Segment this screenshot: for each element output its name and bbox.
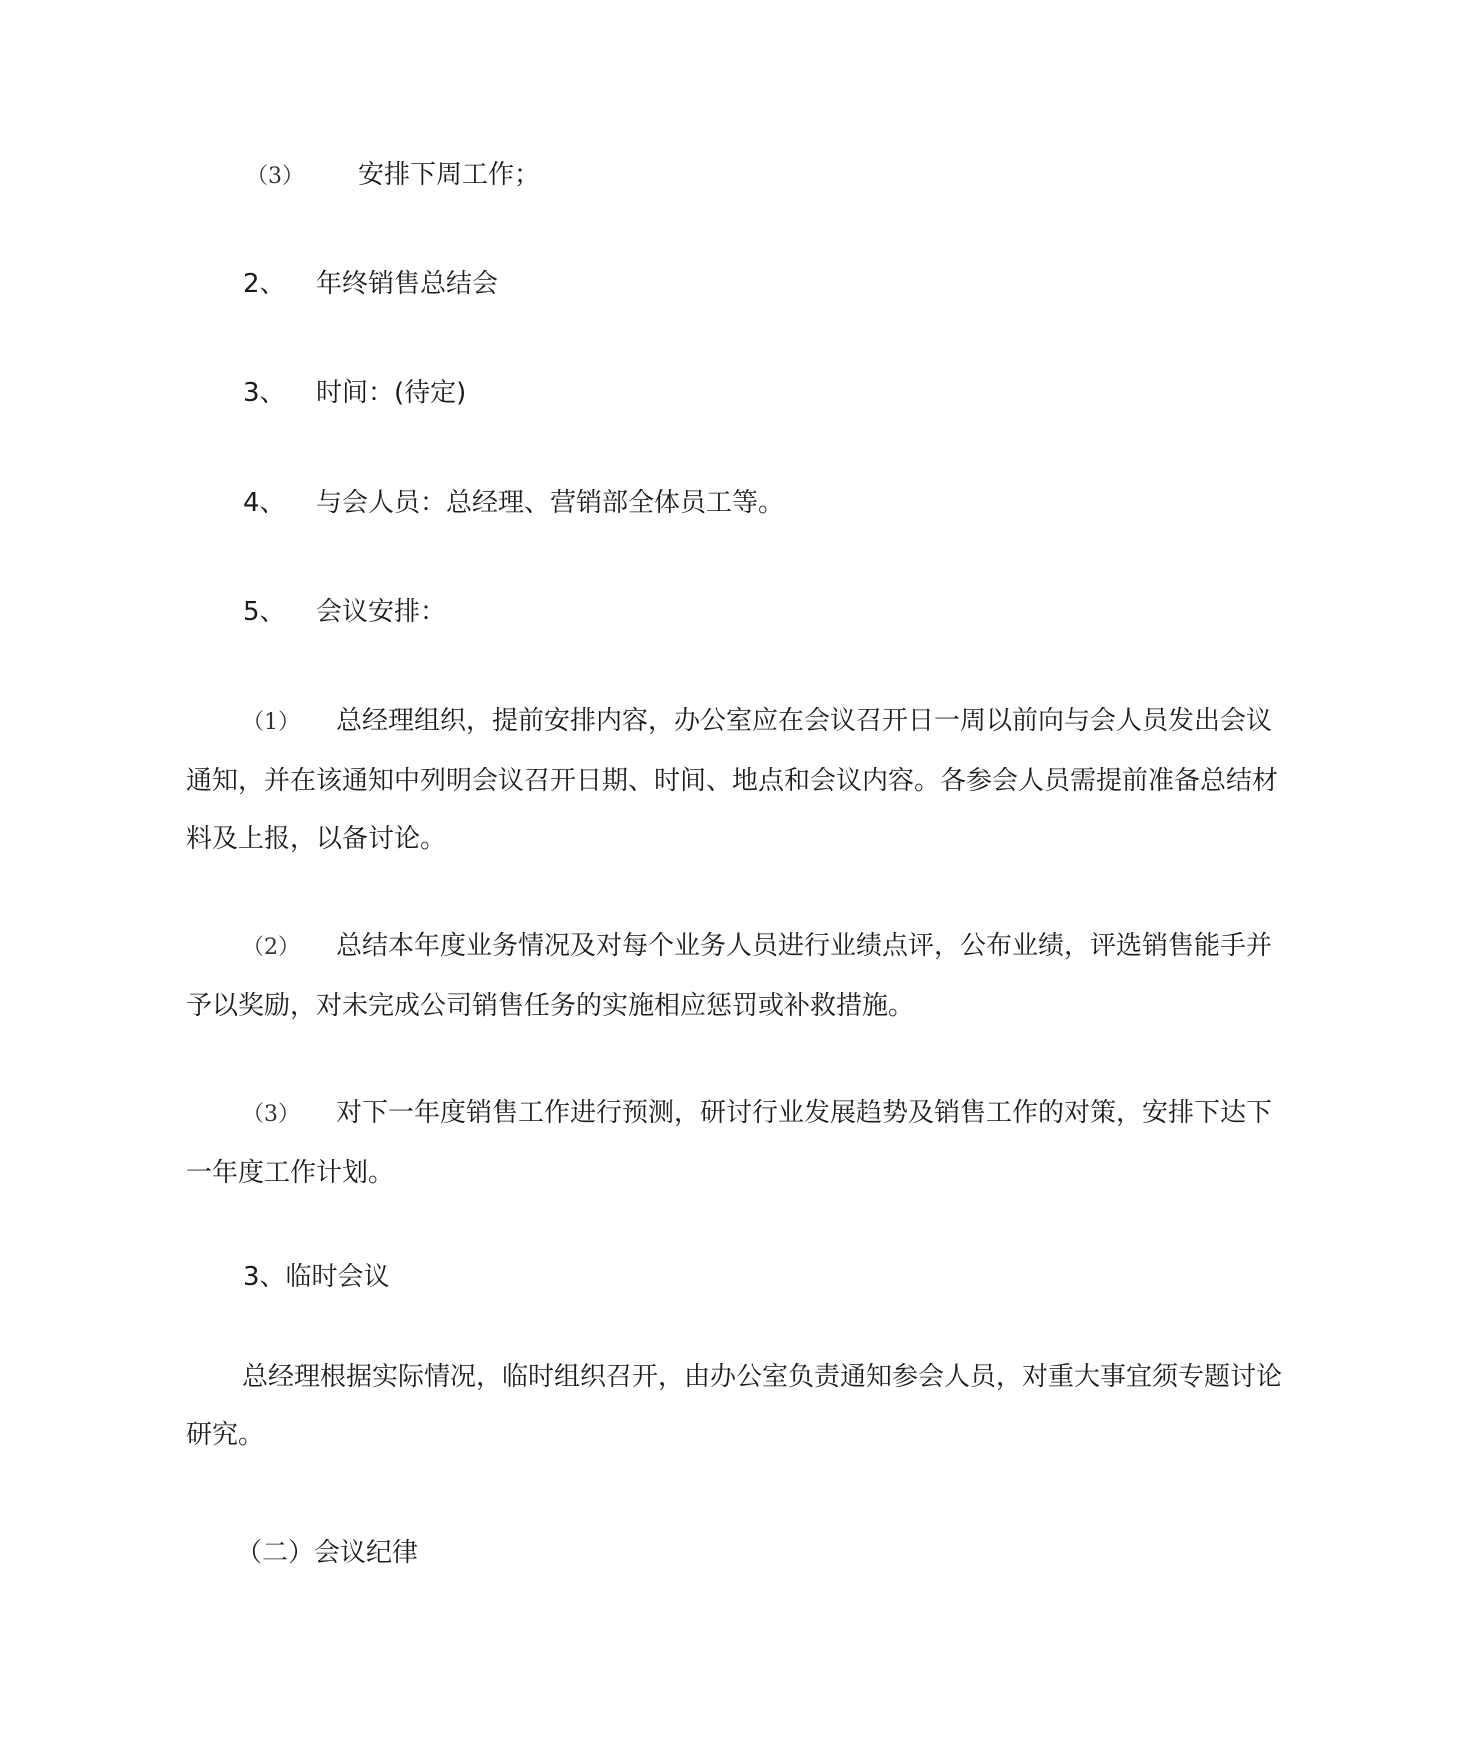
paragraph-text: 对下一年度销售工作进行预测，研讨行业发展趋势及销售工作的对策，安排下达下一年度工作计划。 (186, 1098, 1273, 1188)
item-number: （1） (242, 710, 300, 735)
paragraph-arrangement-3 (186, 1084, 1284, 1202)
list-item-text: 安排下周工作； (358, 160, 541, 190)
section-heading-meeting-discipline: （二）会议纪律 (236, 1538, 419, 1568)
paragraph-text: 总经理根据实际情况，临时组织召开，由办公室负责通知参会人员，对重大事宜须专题讨论研究。 (186, 1362, 1283, 1450)
item-number: 3、 (243, 378, 286, 408)
item-number: （3） (246, 164, 304, 189)
section-heading-year-end: 年终销售总结会 (316, 269, 499, 299)
item-number: （3） (242, 1102, 300, 1127)
list-item-3-prev (246, 160, 304, 192)
meeting-arrangement: 会议安排： (316, 597, 447, 627)
item-number: 4、 (243, 488, 286, 518)
paragraph-text: 总经理组织，提前安排内容，办公室应在会议召开日一周以前向与会人员发出会议通知，并在该通知中列明会议召开日期、时间、地点和会议内容。各参会人员需提前准备总结材料及上报，以备讨论。 (186, 706, 1279, 854)
paragraph-text: 总结本年度业务情况及对每个业务人员进行业绩点评，公布业绩，评选销售能手并予以奖励，对未完成公司销售任务的实施相应惩罚或补救措施。 (186, 931, 1273, 1021)
paragraph-temporary-meeting (186, 1348, 1284, 1464)
item-number: 5、 (243, 597, 286, 627)
item-number: （2） (242, 935, 300, 960)
section-heading-temporary-meeting: 3、临时会议 (243, 1262, 390, 1292)
item-number: 2、 (243, 269, 286, 299)
paragraph-arrangement-2 (186, 917, 1284, 1035)
meeting-attendees: 与会人员：总经理、营销部全体员工等。 (316, 488, 785, 518)
paragraph-arrangement-1 (186, 692, 1284, 868)
meeting-time: 时间：(待定) (316, 378, 467, 408)
